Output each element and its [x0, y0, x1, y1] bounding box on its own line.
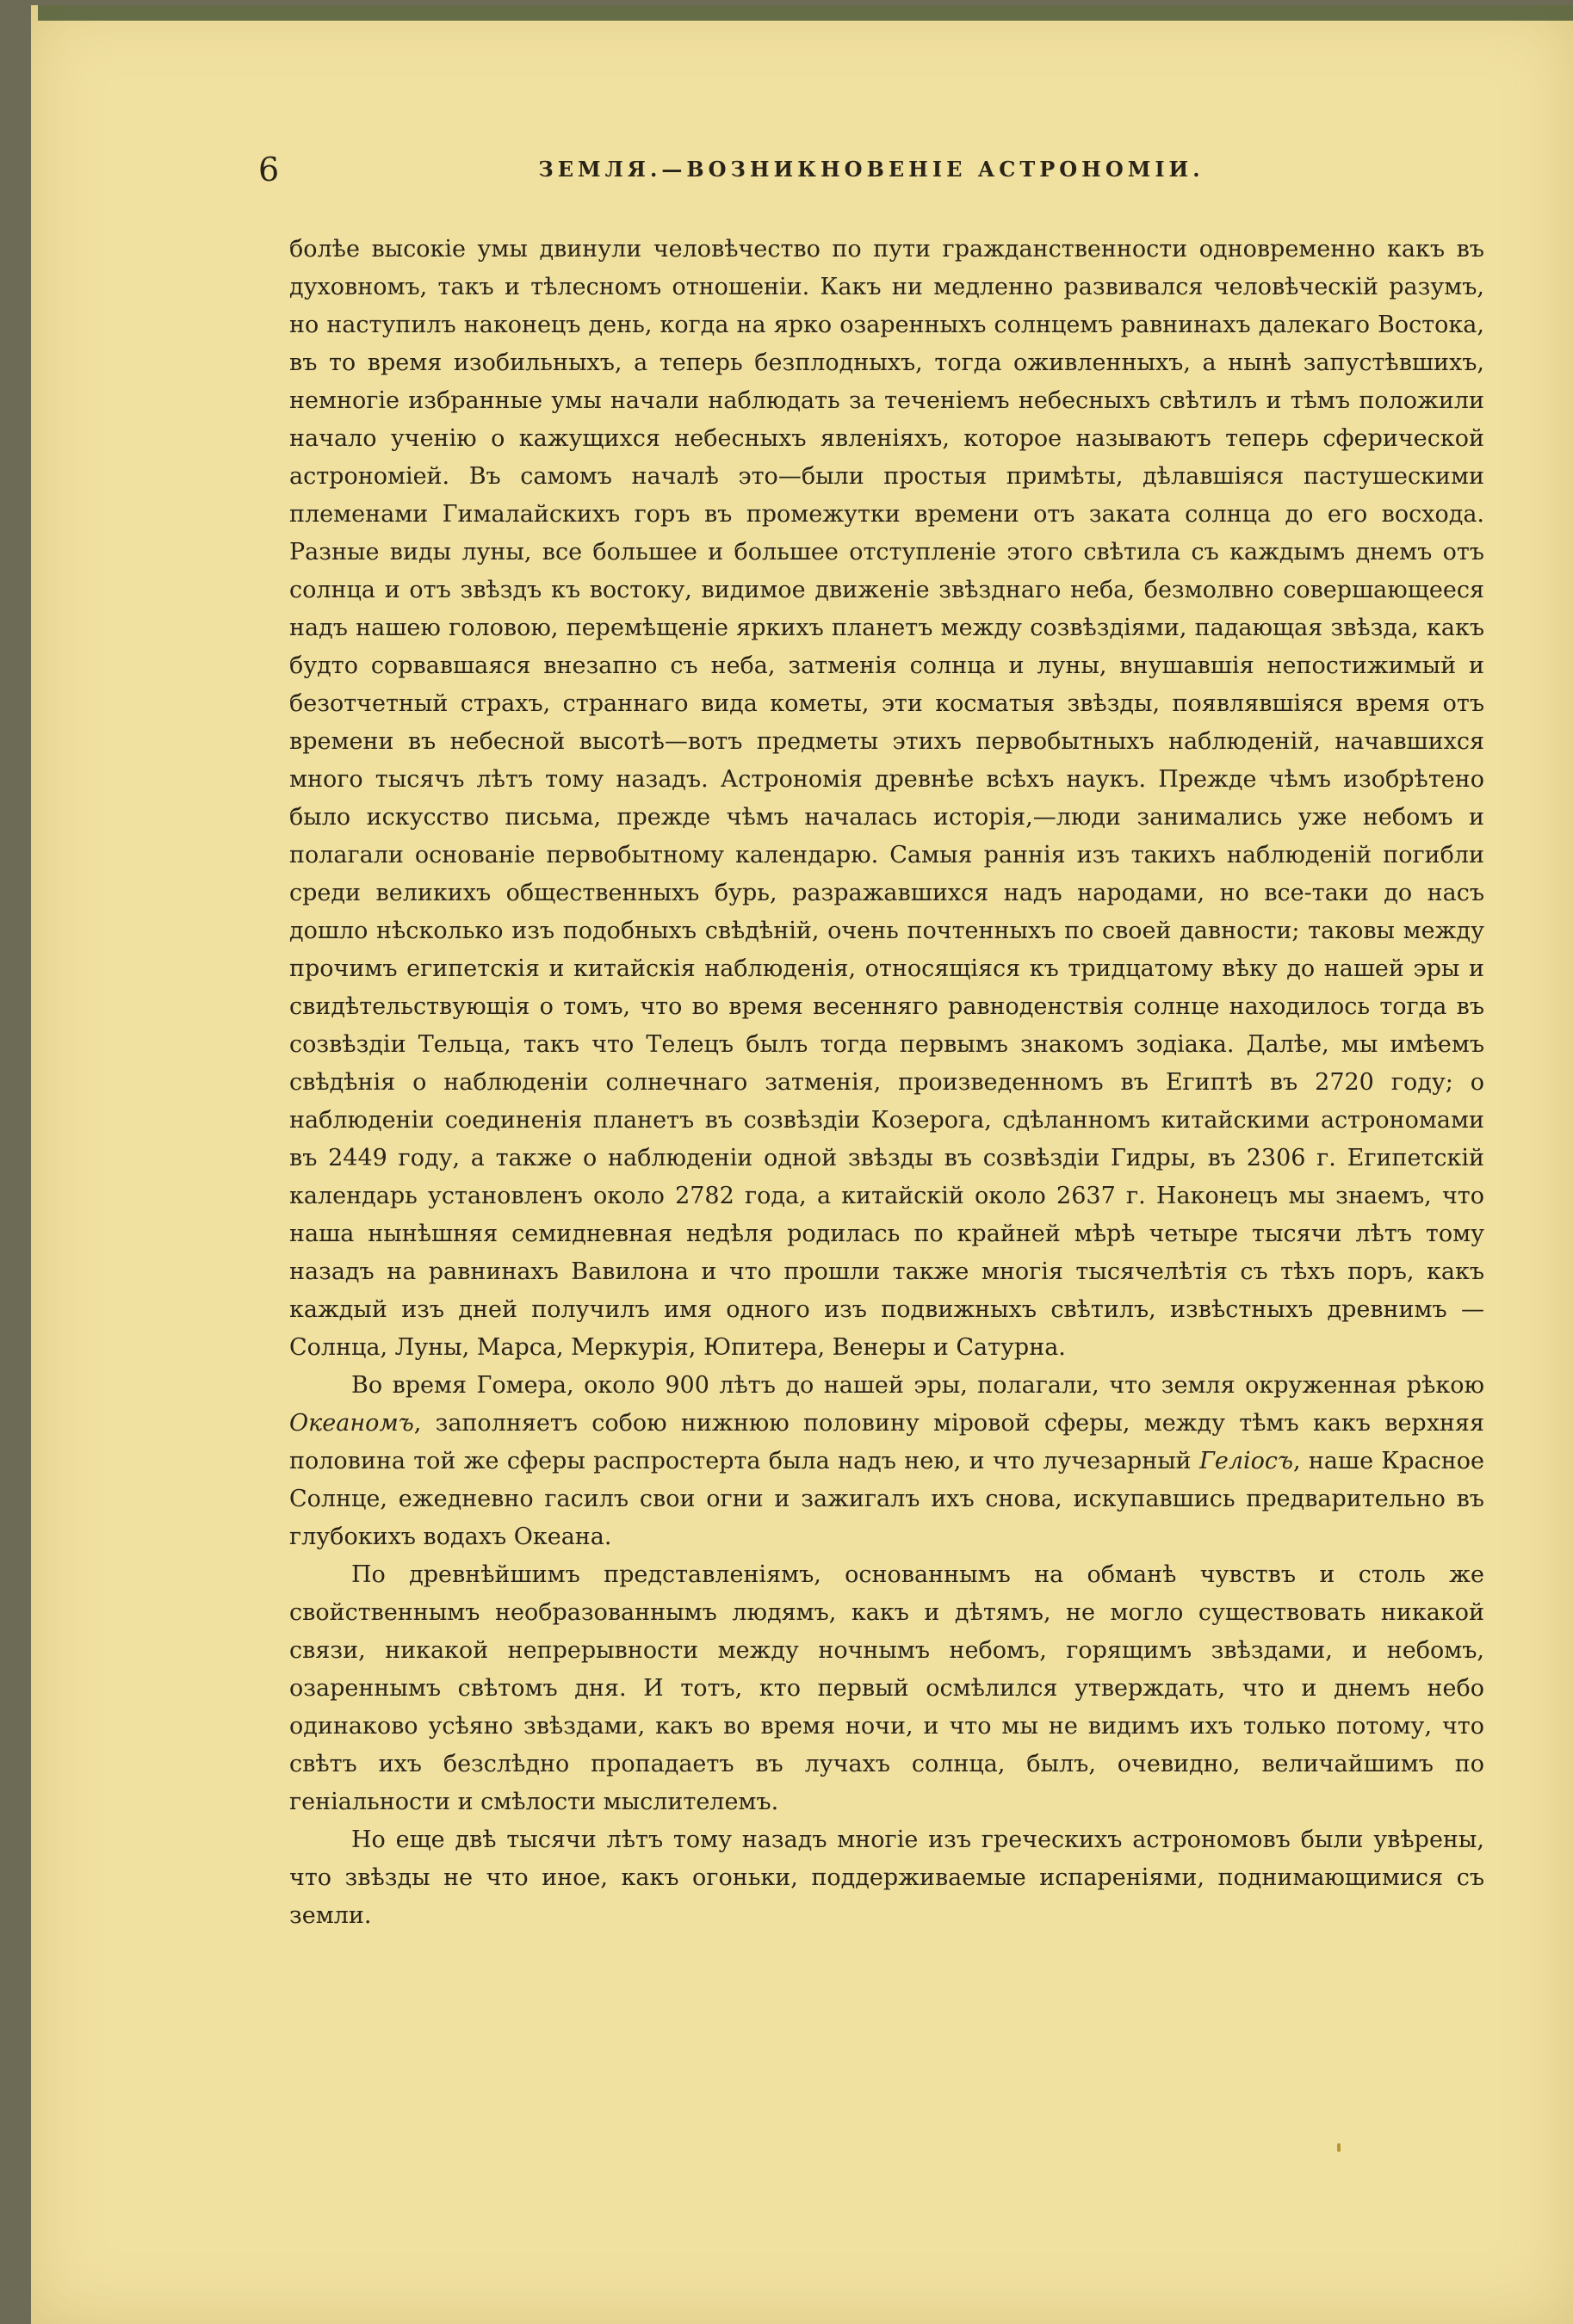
paragraph-2-part-2: , заполняетъ собою нижнюю половину міровой сферы, между тѣмъ какъ верхняя половина той же сферы распростерта была надъ нею, и что лучезарный: [289, 1410, 1484, 1474]
paragraph-3: По древнѣйшимъ представленіямъ, основаннымъ на обманѣ чувствъ и столь же свойственнымъ необразованнымъ людямъ, какъ и дѣтямъ, не могло существовать никакой связи, никакой непрерывности между ночнымъ небомъ, горящимъ звѣздами, и небомъ, озареннымъ свѣтомъ дня. И тотъ, кто первый осмѣлился утверждать, что и днемъ небо одинаково усѣяно звѣздами, какъ во время ночи, и что мы не видимъ ихъ только потому, что свѣтъ ихъ безслѣдно пропадаетъ въ лучахъ солнца, былъ, очевидно, величайшимъ по геніальности и смѣлости мыслителемъ.: [289, 1561, 1484, 1815]
page-top-edge: [38, 5, 1573, 21]
paragraph-2-part-1: Во время Гомера, около 900 лѣтъ до нашей эры, полагали, что земля окруженная рѣкою: [351, 1372, 1484, 1399]
body-text: [289, 231, 1484, 1935]
paragraph-2: [289, 1367, 1484, 1556]
book-page: [31, 5, 1573, 2324]
italic-gelios: Геліосъ: [1198, 1448, 1294, 1474]
paper-speck: [1337, 2143, 1341, 2152]
paragraph-4: Но еще двѣ тысячи лѣтъ тому назадъ многіе изъ греческихъ астрономовъ были увѣрены, что звѣзды не что иное, какъ огоньки, поддерживаемые испареніями, поднимающимися съ земли.: [289, 1826, 1484, 1929]
paragraph-1: болѣе высокіе умы двинули человѣчество по пути гражданственности одновременно какъ въ духовномъ, такъ и тѣлесномъ отношеніи. Какъ ни медленно развивался человѣческій разумъ, но наступилъ наконецъ день, когда на ярко озаренныхъ солнцемъ равнинахъ далекаго Востока, въ то время изобильныхъ, а теперь безплодныхъ, тогда оживленныхъ, а нынѣ запустѣвшихъ, немногіе избранные умы начали наблюдать за теченіемъ небесныхъ свѣтилъ и тѣмъ положили начало ученію о кажущихся небесныхъ явленіяхъ, которое называютъ теперь сферической астрономіей. Въ самомъ началѣ это—были простыя примѣты, дѣлавшіяся пастушескими племенами Гималайскихъ горъ въ промежутки времени отъ заката солнца до его восхода. Разные виды луны, все большее и большее отступленіе этого свѣтила съ каждымъ днемъ отъ солнца и отъ звѣздъ къ востоку, видимое движеніе звѣзднаго неба, безмолвно совершающееся надъ нашею головою, перемѣщеніе яркихъ планетъ между созвѣздіями, падающая звѣзда, какъ будто сорвавшаяся внезапно съ неба, затменія солнца и луны, внушавшія непостижимый и безотчетный страхъ, страннаго вида кометы, эти косматыя звѣзды, появлявшіяся время отъ времени въ небесной высотѣ—вотъ предметы этихъ первобытныхъ наблюденій, начавшихся много тысячъ лѣтъ тому назадъ. Астрономія древнѣе всѣхъ наукъ. Прежде чѣмъ изобрѣтено было искусство письма, прежде чѣмъ началась исторія,—люди занимались уже небомъ и полагали основаніе первобытному календарю. Самыя раннія изъ такихъ наблюденій погибли среди великихъ общественныхъ бурь, разражавшихся надъ народами, но все-таки до насъ дошло нѣсколько изъ подобныхъ свѣдѣній, очень почтенныхъ по своей давности; таковы между прочимъ египетскія и китайскія наблюденія, относящіяся къ тридцатому вѣку до нашей эры и свидѣтельствующія о томъ, что во время весенняго равноденствія солнце находилось тогда въ созвѣздіи Тельца, такъ что Телецъ былъ тогда первымъ знакомъ зодіака. Далѣе, мы имѣемъ свѣдѣнія о наблюденіи солнечнаго затменія, произведенномъ въ Египтѣ въ 2720 году; о наблюденіи соединенія планетъ въ созвѣздіи Козерога, сдѣланномъ китайскими астрономами въ 2449 году, а также о наблюденіи одной звѣзды въ созвѣздіи Гидры, въ 2306 г. Египетскій календарь установленъ около 2782 года, а китайскій около 2637 г. Наконецъ мы знаемъ, что наша нынѣшняя семидневная недѣля родилась по крайней мѣрѣ четыре тысячи лѣтъ тому назадъ на равнинахъ Вавилона и что прошли также многія тысячелѣтія съ тѣхъ поръ, какъ каждый изъ дней получилъ имя одного изъ подвижныхъ свѣтилъ, извѣстныхъ древнимъ — Солнца, Луны, Марса, Меркурія, Юпитера, Венеры и Сатурна.: [289, 236, 1484, 1361]
running-title: ЗЕМЛЯ.—ВОЗНИКНОВЕНІЕ АСТРОНОМІИ.: [538, 157, 1205, 182]
page-number: 6: [258, 151, 280, 189]
paragraph-2-part-3: , наше Красное Солнце, ежедневно гасилъ свои огни и зажигалъ ихъ снова, искупавшись предварительно въ глубокихъ водахъ Океана.: [289, 1448, 1484, 1550]
page-header: [258, 148, 1484, 191]
italic-okeanom: Океаномъ: [289, 1410, 414, 1437]
